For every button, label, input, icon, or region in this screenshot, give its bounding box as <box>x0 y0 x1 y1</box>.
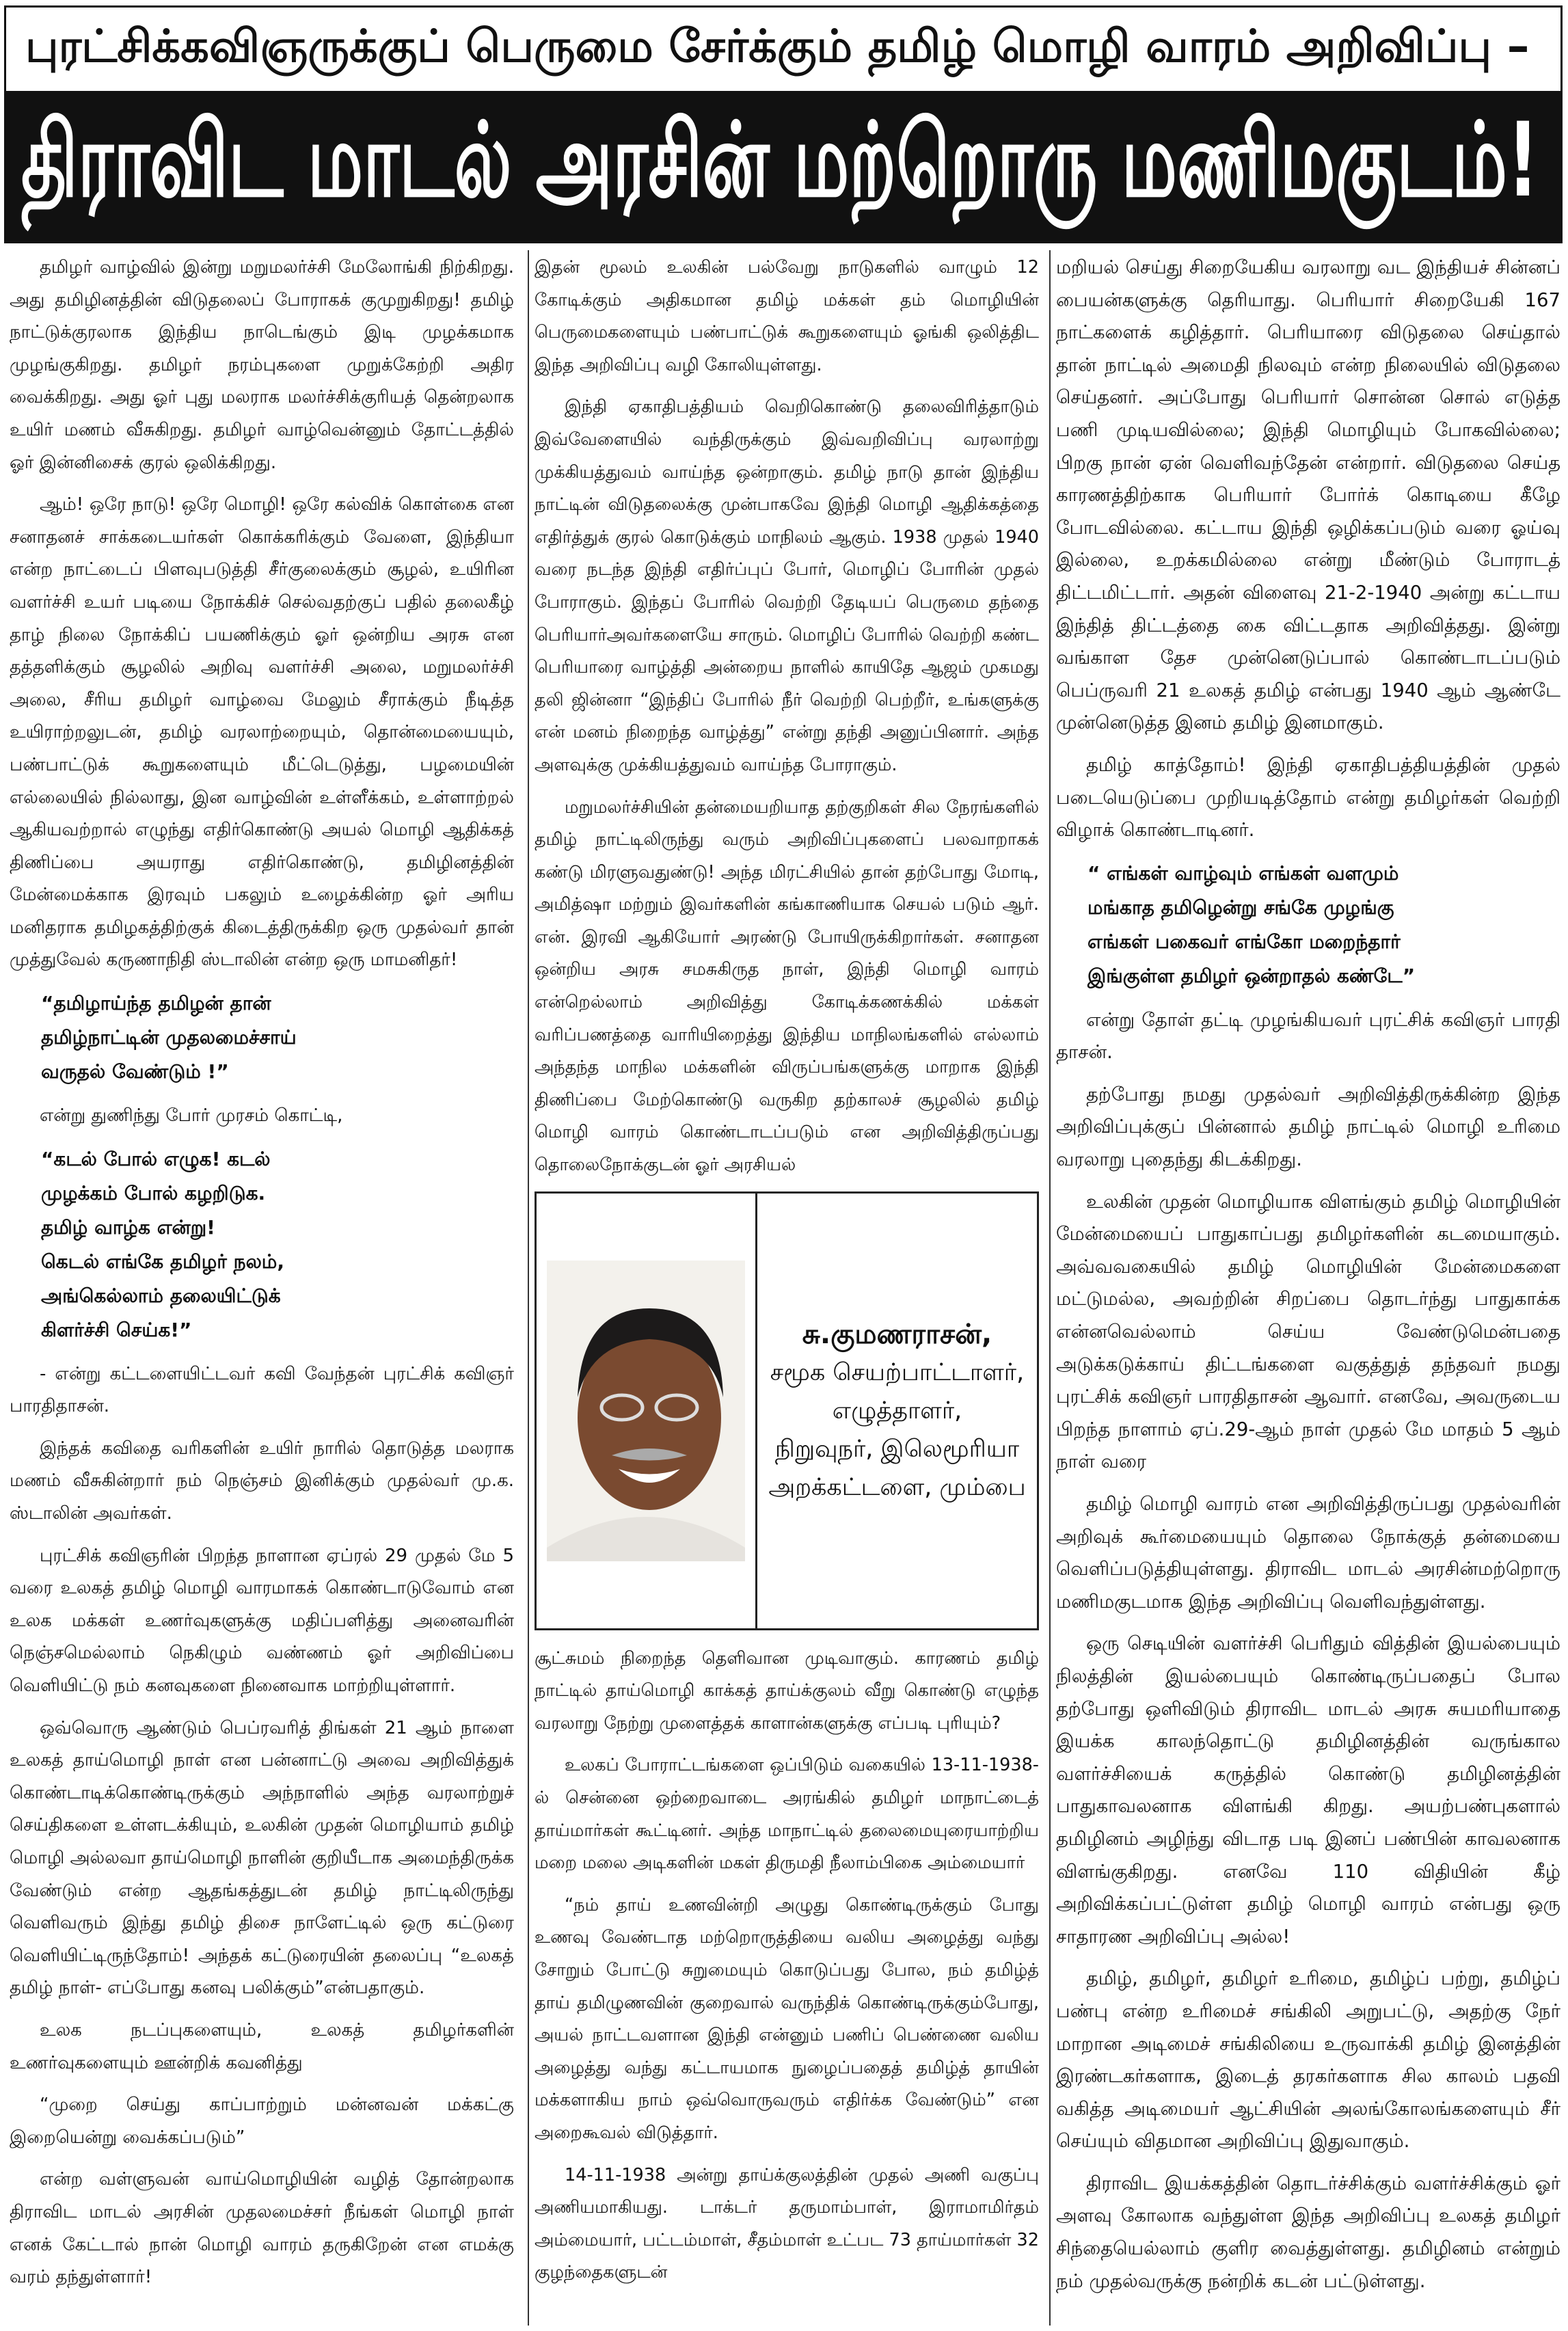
article-column-2 <box>535 252 1039 2323</box>
article-paragraph: ஆம்! ஒரே நாடு! ஒரே மொழி! ஒரே கல்விக் கொள்கை என சனாதனச் சாக்கடையர்கள் கொக்கரிக்கும் வேளை, இந்தியா என்ற நாட்டைப் பிளவுபடுத்தி சீர்குலைக்கும் சூழல், உயிரின வளர்ச்சி உயர் படியை நோக்கிச் செல்வதற்குப் பதில் தலைகீழ் தாழ் நிலை நோக்கிப் பயணிக்கும் ஓர் ஒன்றிய அரசு என தத்தளிக்கும் சூழலில் அறிவு வளர்ச்சி அலை, மறுமலர்ச்சி அலை, சீரிய தமிழர் வாழ்வை மேலும் சீராக்கும் நீடித்த உயிராற்றலுடன், தமிழ் வரலாற்றையும், தொன்மையையும், பண்பாட்டுக் கூறுகளையும் மீட்டெடுத்து, பழமையின் எல்லையில் நில்லாது, இன வாழ்வின் உள்ளீக்கம், உள்ளாற்றல் ஆகியவற்றால் எழுந்து எதிர்கொண்டு அயல் மொழி ஆதிக்கத் திணிப்பை அயராது எதிர்கொண்டு, தமிழினத்தின் மேன்மைக்காக இரவும் பகலும் உழைக்கின்ற ஓர் அரிய மனிதராக தமிழகத்திற்குக் கிடைத்திருக்கிற ஒரு முதல்வர் தான் முத்துவேல் கருணாநிதி ஸ்டாலின் என்ற ஒரு மாமனிதர்! <box>10 494 514 971</box>
article-header <box>4 5 1563 243</box>
article-kicker: புரட்சிக்கவிஞருக்குப் பெருமை சேர்க்கும் தமிழ் மொழி வாரம் அறிவிப்பு – <box>25 20 1530 72</box>
poem-line: அங்கெல்லாம் தலையிட்டுக் <box>41 1284 281 1307</box>
column-divider <box>528 250 529 2326</box>
article-headline: திராவிட மாடல் அரசின் மற்றொரு மணிமகுடம்! <box>21 101 1539 220</box>
kicker-band <box>6 8 1560 91</box>
author-role: எழுத்தாளர், <box>832 1397 962 1425</box>
article-paragraph: உலகின் முதன் மொழியாக விளங்கும் தமிழ் மொழியின் மேன்மையைப் பாதுகாப்பது தமிழர்களின் கடமையாகும். அவ்வவகையில் தமிழ் மொழியின் மேன்மைகளை மட்டுமல்ல, அவற்றின் சிறப்பை தொடர்ந்து பாதுகாக்க என்னவெல்லாம் செய்ய வேண்டுமென்பதை அடுக்கடுக்காய் திட்டங்களை வகுத்துத் தந்தவர் நமது புரட்சிக் கவிஞர் பாரதிதாசன் ஆவார். எனவே, அவருடைய பிறந்த நாளாம் ஏப்.29-ஆம் நாள் முதல் மே மாதம் 5 ஆம் நாள் வரை <box>1056 1190 1560 1473</box>
article-paragraph: தமிழ், தமிழர், தமிழர் உரிமை, தமிழ்ப் பற்று, தமிழ்ப் பண்பு என்ற உரிமைச் சங்கிலி அறுபட்டு, அதற்கு நேர் மாறான அடிமைச் சங்கிலியை உருவாக்கி தமிழ் இனத்தின் இரண்டகர்களாக, இடைத் தரகர்களாக சில காலம் பதவி வகித்த அடிமையர் ஆட்சியின் அலங்கோலங்களையும் சீர் செய்யும் விதமான அறிவிப்பு இதுவாகும். <box>1056 1967 1560 2153</box>
article-paragraph: ஒவ்வொரு ஆண்டும் பெப்ரவரித் திங்கள் 21 ஆம் நாளை உலகத் தாய்மொழி நாள் என பன்னாட்டு அவை அறிவித்துக் கொண்டாடிக்கொண்டிருக்கும் அந்நாளில் அந்த வரலாற்றுச் செய்திகளை உள்ளடக்கியும், உலகின் முதன் மொழியாம் தமிழ் மொழி அல்லவா தாய்மொழி நாளின் குறியீடாக அமைந்திருக்க வேண்டும் என்ற ஆதங்கத்துடன் தமிழ் நாட்டிலிருந்து வெளிவரும் இந்து தமிழ் திசை நாளேட்டில் ஒரு கட்டுரை வெளியிட்டிருந்தோம்! அந்தக் கட்டுரையின் தலைப்பு “உலகத் தமிழ் நாள்- எப்போது கனவு பலிக்கும்”என்பதாகும். <box>10 1717 514 1999</box>
poem-line: எங்கள் பகைவர் எங்கோ மறைந்தார் <box>1087 930 1401 953</box>
author-name: சு.குமணராசன், <box>802 1318 992 1350</box>
poem-quote <box>41 986 514 1089</box>
author-portrait-icon <box>547 1261 745 1561</box>
author-caption <box>757 1194 1037 1628</box>
poem-line: கெடல் எங்கே தமிழர் நலம், <box>41 1250 284 1273</box>
author-role: அறக்கட்டளை, மும்பை <box>768 1473 1026 1501</box>
article-paragraph: “நம் தாய் உணவின்றி அழுது கொண்டிருக்கும் போது உணவு வேண்டாத மற்றொருத்தியை வலிய அழைத்து வந்து சோறும் போட்டு சுறுமையும் கொடுப்பது போல, நம் தமிழ்த் தாய் தமிழுணவின் குறைவால் வருந்திக் கொண்டிருக்கும்போது, அயல் நாட்டவளான இந்தி என்னும் பணிப் பெண்ணை வலிய அழைத்து வந்து கட்டாயமாக நுழைப்பதைத் தமிழ்த் தாயின் மக்களாகிய நாம் ஒவ்வொருவரும் எதிர்க்க வேண்டும்” என அறைகூவல் விடுத்தார். <box>535 1894 1039 2143</box>
article-paragraph: இந்தி ஏகாதிபத்தியம் வெறிகொண்டு தலைவிரித்தாடும் இவ்வேளையில் வந்திருக்கும் இவ்வறிவிப்பு வரலாற்று முக்கியத்துவம் வாய்ந்த ஒன்றாகும். தமிழ் நாடு தான் இந்திய நாட்டின் விடுதலைக்கு முன்பாகவே இந்தி மொழி ஆதிக்கத்தை எதிர்த்துக் குரல் கொடுக்கும் மாநிலம் ஆகும். 1938 முதல் 1940 வரை நடந்த இந்தி எதிர்ப்புப் போர், மொழிப் போரின் முதல் போராகும். இந்தப் போரில் வெற்றி தேடியப் பெருமை தந்தை பெரியார்அவர்களையே சாரும். மொழிப் போரில் வெற்றி கண்ட பெரியாரை வாழ்த்தி அன்றைய நாளில் காயிதே ஆஜம் முகமது தலி ஜின்னா “இந்திப் போரில் நீர் வெற்றி பெற்றீர், உங்களுக்கு என் மனம் நிறைந்த வாழ்த்து” என்று தந்தி அனுப்பினார். அந்த அளவுக்கு முக்கியத்துவம் வாய்ந்த போராகும். <box>535 396 1039 775</box>
author-role: சமூக செயற்பாட்டாளர், <box>770 1358 1025 1386</box>
article-paragraph: இதன் மூலம் உலகின் பல்வேறு நாடுகளில் வாழும் 12 கோடிக்கும் அதிகமான தமிழ் மக்கள் தம் மொழியின் பெருமைகளையும் பண்பாட்டுக் கூறுகளையும் ஓங்கி ஒலித்திட இந்த அறிவிப்பு வழி கோலியுள்ளது. <box>535 257 1039 375</box>
poem-line: “தமிழாய்ந்த தமிழன் தான் <box>41 992 271 1015</box>
author-role: நிறுவுநர், இலெமூரியா <box>774 1435 1020 1463</box>
article-paragraph: தமிழர் வாழ்வில் இன்று மறுமலர்ச்சி மேலோங்கி நிற்கிறது. அது தமிழினத்தின் விடுதலைப் போராகக் குமுறுகிறது! தமிழ் நாட்டுக்குரலாக இந்திய நாடெங்கும் இடி முழக்கமாக முழங்குகிறது. தமிழர் நரம்புகளை முறுக்கேற்றி அதிர வைக்கிறது. அது ஓர் புது மலராக மலர்ச்சிக்குரியத் தென்றலாக உயிர் மணம் வீசுகிறது. தமிழர் வாழ்வென்னும் தோட்டத்தில் ஓர் இன்னிசைக் குரல் ஒலிக்கிறது. <box>10 257 514 473</box>
poem-line: முழக்கம் போல் கழறிடுக. <box>41 1181 266 1204</box>
poem-line: “கடல் போல் எழுக! கடல் <box>41 1147 271 1170</box>
article-paragraph: தற்போது நமது முதல்வர் அறிவித்திருக்கின்ற இந்த அறிவிப்புக்குப் பின்னால் தமிழ் நாட்டில் மொழி உரிமை வரலாறு புதைந்து கிடக்கிறது. <box>1056 1083 1560 1171</box>
article-paragraph: - என்று கட்டளையிட்டவர் கவி வேந்தன் புரட்சிக் கவிஞர் பாரதிதாசன். <box>10 1363 514 1417</box>
article-paragraph: 14-11-1938 அன்று தாய்க்குலத்தின் முதல் அணி வகுப்பு அணியமாகியது. டாக்டர் தருமாம்பாள், இராமாமிர்தம் அம்மையார், பட்டம்மாள், சீதம்மாள் உட்பட 73 தாய்மார்கள் 32 குழந்தைகளுடன் <box>535 2164 1039 2283</box>
article-paragraph: புரட்சிக் கவிஞரின் பிறந்த நாளான ஏப்ரல் 29 முதல் மே 5 வரை உலகத் தமிழ் மொழி வாரமாகக் கொண்டாடுவோம் என உலக மக்கள் உணர்வுகளுக்கு மதிப்பளித்து அனைவரின் நெஞ்சமெல்லாம் நெகிழும் வண்ணம் ஓர் அறிவிப்பை வெளியிட்டு நம் கனவுகளை நினைவாக மாற்றியுள்ளார். <box>10 1545 514 1696</box>
author-photo <box>537 1194 757 1628</box>
article-paragraph: தமிழ் மொழி வாரம் என அறிவித்திருப்பது முதல்வரின் அறிவுக் கூர்மையையும் தொலை நோக்குத் தன்மையை வெளிப்படுத்தியுள்ளது. திராவிட மாடல் அரசின்மற்றொரு மணிமகுடமாக இந்த அறிவிப்பு வெளிவந்துள்ளது. <box>1056 1493 1560 1613</box>
article-paragraph: மறியல் செய்து சிறையேகிய வரலாறு வட இந்தியச் சின்னப் பையன்களுக்கு தெரியாது. பெரியார் சிறையேகி 167 நாட்களைக் கழித்தார். பெரியாரை விடுதலை செய்தால் தான் நாட்டில் அமைதி நிலவும் என்ற நிலையில் விடுதலை செய்தனர். அப்போது பெரியார் சொன்ன சொல் எடுத்த பணி முடியவில்லை; இந்தி மொழியும் போகவில்லை; பிறகு நான் ஏன் வெளிவந்தேன் என்றார். விடுதலை செய்த காரணத்திற்காக பெரியார் போர்க் கொடியை கீழே போடவில்லை. கட்டாய இந்தி ஒழிக்கப்படும் வரை ஓய்வு இல்லை, உறக்கமில்லை என்று மீண்டும் போராடத் திட்டமிட்டார். அதன் விளைவு 21-2-1940 அன்று கட்டாய இந்தித் திட்டத்தை கை விட்டதாக அறிவித்தது. இன்று வங்காள தேச முன்னெடுப்பால் கொண்டாடப்படும் பெப்ருவரி 21 உலகத் தமிழ் என்பது 1940 ஆம் ஆண்டே முன்னெடுத்த இனம் தமிழ் இனமாகும். <box>1056 256 1560 734</box>
poem-quote <box>1087 857 1560 993</box>
article-paragraph: உலக நடப்புகளையும், உலகத் தமிழர்களின் உணர்வுகளையும் ஊன்றிக் கவனித்து <box>10 2019 514 2073</box>
poem-line: கிளர்ச்சி செய்க!” <box>41 1318 192 1341</box>
poem-line: மங்காத தமிழென்று சங்கே முழங்கு <box>1087 895 1394 919</box>
poem-quote <box>41 1142 514 1347</box>
article-column-3 <box>1056 252 1560 2323</box>
article-paragraph: என்று தோள் தட்டி முழங்கியவர் புரட்சிக் கவிஞர் பாரதி தாசன். <box>1056 1008 1560 1064</box>
poem-line: இங்குள்ள தமிழர் ஒன்றாதல் கண்டே” <box>1087 964 1416 987</box>
article-paragraph: என்ற வள்ளுவன் வாய்மொழியின் வழித் தோன்றலாக திராவிட மாடல் அரசின் முதலமைச்சர் நீங்கள் மொழி நாள் எனக் கேட்டால் நான் மொழி வாரம் தருகிறேன் என எமக்கு வரம் தந்துள்ளார்! <box>10 2169 514 2288</box>
article-paragraph: உலகப் போராட்டங்களை ஒப்பிடும் வகையில் 13-11-1938-ல் சென்னை ஒற்றைவாடை அரங்கில் தமிழர் மாநாட்டைத் தாய்மார்கள் கூட்டினர். அந்த மாநாட்டில் தலைமையுரையாற்றிய மறை மலை அடிகளின் மகள் திருமதி நீலாம்பிகை அம்மையார் <box>535 1755 1039 1874</box>
article-paragraph: ஒரு செடியின் வளர்ச்சி பெரிதும் வித்தின் இயல்பையும் நிலத்தின் இயல்பையும் கொண்டிருப்பதைப் போல தற்போது ஒளிவிடும் திராவிட மாடல் அரசு சுயமரியாதை இயக்க காலந்தொட்டு தமிழினத்தின் வருங்கால வளர்ச்சியைக் கருத்தில் கொண்டு தமிழினத்தின் பாதுகாவலனாக விளங்கி கிறது. அயற்பண்புகளால் தமிழினம் அழிந்து விடாத படி இனப் பண்பின் காவலனாக விளங்குகிறது. எனவே 110 விதியின் கீழ் அறிவிக்கப்பட்டுள்ள தமிழ் மொழி வாரம் என்பது ஒரு சாதாரண அறிவிப்பு அல்ல! <box>1056 1632 1560 1948</box>
poem-line: “ எங்கள் வாழ்வும் எங்கள் வளமும் <box>1087 861 1399 885</box>
article-paragraph: திராவிட இயக்கத்தின் தொடர்ச்சிக்கும் வளர்ச்சிக்கும் ஓர் அளவு கோலாக வந்துள்ள இந்த அறிவிப்பு உலகத் தமிழர் சிந்தையெல்லாம் குளிர வைத்துள்ளது. தமிழினம் என்றும் நம் முதல்வருக்கு நன்றிக் கடன் பட்டுள்ளது. <box>1056 2172 1560 2292</box>
article-paragraph: என்று துணிந்து போர் முரசம் கொட்டி, <box>40 1105 343 1127</box>
article-paragraph: தமிழ் காத்தோம்! இந்தி ஏகாதிபத்தியத்தின் முதல் படையெடுப்பை முறியடித்தோம் என்று தமிழர்கள் வெற்றி விழாக் கொண்டாடினர். <box>1056 753 1560 841</box>
article-paragraph: இந்தக் கவிதை வரிகளின் உயிர் நாரில் தொடுத்த மலராக மணம் வீசுகின்றார் நம் நெஞ்சம் இனிக்கும் முதல்வர் மு.க. ஸ்டாலின் அவர்கள். <box>10 1438 514 1524</box>
article-paragraph: சூட்சுமம் நிறைந்த தெளிவான முடிவாகும். காரணம் தமிழ் நாட்டில் தாய்மொழி காக்கத் தாய்க்குலம் வீறு கொண்டு எழுந்த வரலாறு நேற்று முளைத்தக் காளான்களுக்கு எப்படி புரியும்? <box>535 1647 1039 1734</box>
poem-line: தமிழ் வாழ்க என்று! <box>41 1215 215 1239</box>
poem-line: வருதல் வேண்டும் !” <box>41 1060 229 1083</box>
author-box <box>535 1191 1039 1630</box>
article-paragraph: “முறை செய்து காப்பாற்றும் மன்னவன் மக்கட்கு இறையென்று வைக்கப்படும்” <box>10 2094 514 2148</box>
article-column-1 <box>10 252 514 2323</box>
headline-band <box>6 94 1560 241</box>
poem-line: தமிழ்நாட்டின் முதலமைச்சாய் <box>41 1026 297 1049</box>
column-divider <box>1049 250 1051 2326</box>
article-paragraph: மறுமலர்ச்சியின் தன்மையறியாத தற்குறிகள் சில நேரங்களில் தமிழ் நாட்டிலிருந்து வரும் அறிவிப்புகளைப் பலவாறாகக் கண்டு மிரளுவதுண்டு! அந்த மிரட்சியில் தான் தற்போது மோடி, அமித்ஷா மற்றும் இவர்களின் கங்காணியாக செயல் படும் ஆர். என். இரவி ஆகியோர் அரண்டு போயிருக்கிறார்கள். சனாதன ஒன்றிய அரசு சமசுகிருத நாள், இந்தி மொழி வாரம் என்றெல்லாம் அறிவித்து கோடிக்கணக்கில் மக்கள் வரிப்பணத்தை வாரியிறைத்து இந்திய மாநிலங்களில் எல்லாம் அந்தந்த மாநில மக்களின் விருப்பங்களுக்கு மாறாக இந்தி திணிப்பை மேற்கொண்டு வருகிற தற்காலச் சூழலில் தமிழ் மொழி வாரம் கொண்டாடப்படும் என அறிவித்திருப்பது தொலைநோக்குடன் ஓர் அரசியல் <box>535 796 1039 1176</box>
